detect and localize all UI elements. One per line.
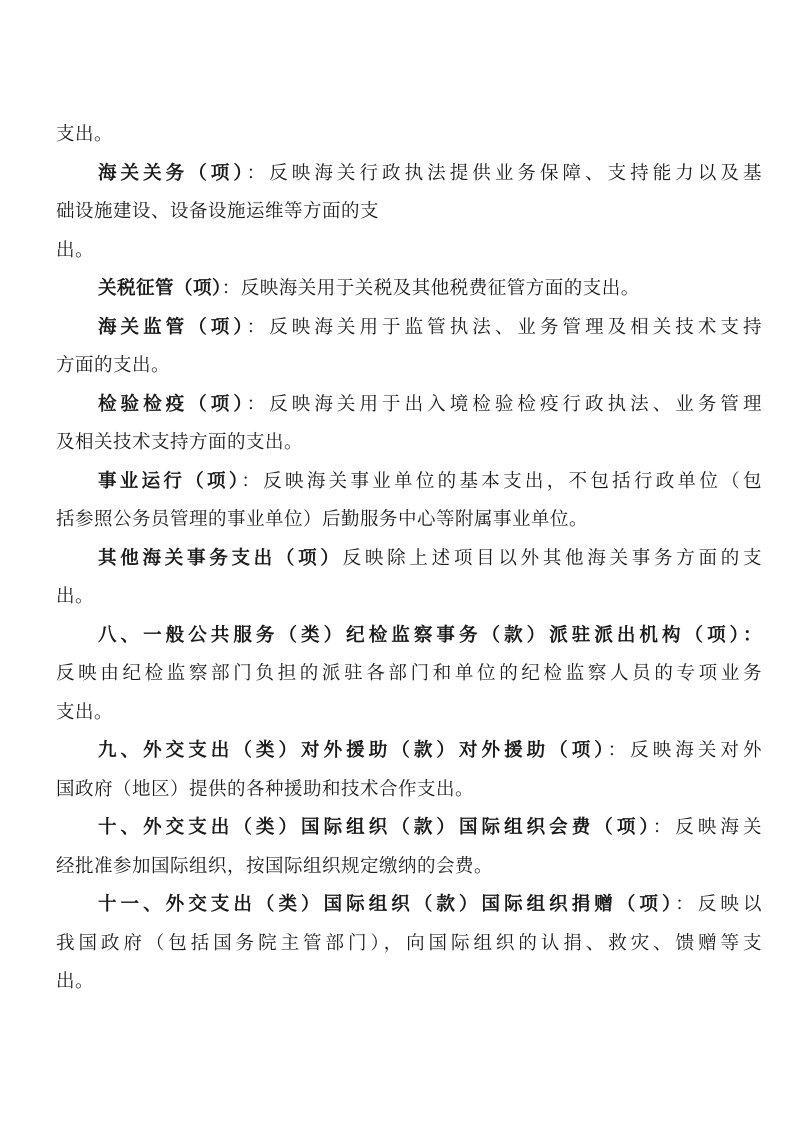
paragraph-line xyxy=(56,886,762,925)
body-text: ：反映以 xyxy=(675,894,762,915)
body-text: 国政府（地区）提供的各种援助和技术合作支出。 xyxy=(56,778,475,800)
body-text: 支出。 xyxy=(56,124,114,145)
body-text: ：反映海关 xyxy=(652,817,762,838)
section-heading: 十一、外交支出（类）国际组织（款）国际组织捐赠（项） xyxy=(98,894,676,915)
body-text: ：反映海关事业单位的基本支出，不包括行政单位（包 xyxy=(241,470,762,492)
body-text: 支出。 xyxy=(56,701,114,723)
body-text: 经批准参加国际组织，按国际组织规定缴纳的会费。 xyxy=(56,855,494,877)
item-heading: 其他海关事务支出（项） xyxy=(98,547,343,569)
item-heading: 检验检疫（项） xyxy=(98,393,247,415)
paragraph-line xyxy=(56,578,762,617)
paragraph-line xyxy=(56,463,762,502)
body-text: ：反映海关用于出入境检验检疫行政执法、业务管理 xyxy=(246,393,762,415)
section-heading: 十、外交支出（类）国际组织（款）国际组织会费（项） xyxy=(98,817,653,838)
paragraph-line xyxy=(56,925,762,964)
body-text: 反映除上述项目以外其他海关事务方面的支 xyxy=(342,547,762,569)
paragraph-line xyxy=(56,809,762,848)
paragraph-line xyxy=(56,617,762,656)
paragraph-line xyxy=(56,347,762,386)
paragraph-line xyxy=(56,732,762,771)
item-heading: 关税征管（项） xyxy=(98,278,222,299)
paragraph-line xyxy=(56,771,762,810)
paragraph-line xyxy=(56,424,762,463)
paragraph-line xyxy=(56,501,762,540)
section-heading: 八、一般公共服务（类）纪检监察事务（款）派驻派出机构（项）： xyxy=(98,624,762,646)
item-heading: 海关监管（项） xyxy=(98,316,247,338)
paragraph-line xyxy=(56,232,762,271)
document-page xyxy=(56,116,762,1002)
body-text: 我国政府（包括国务院主管部门），向国际组织的认捐、救灾、馈赠等支 xyxy=(56,932,762,954)
paragraph-line xyxy=(56,655,762,694)
body-text: 括参照公务员管理的事业单位）后勤服务中心等附属事业单位。 xyxy=(56,509,589,530)
paragraph-line xyxy=(56,155,762,194)
paragraph-line xyxy=(56,193,762,232)
paragraph-line xyxy=(56,116,762,155)
paragraph-line xyxy=(56,309,762,348)
body-text: 出。 xyxy=(56,239,95,261)
paragraph-line xyxy=(56,540,762,579)
body-text: ：反映海关对外 xyxy=(607,740,762,761)
body-text: ：反映海关用于关税及其他税费征管方面的支出。 xyxy=(221,278,640,299)
item-heading: 海关关务（项） xyxy=(98,162,247,184)
body-text: ：反映海关行政执法提供业务保障、支持能力以及基 xyxy=(246,162,762,184)
paragraph-line xyxy=(56,694,762,733)
section-heading: 九、外交支出（类）对外援助（款）对外援助（项） xyxy=(98,740,608,761)
body-text: 础设施建设、设备设施运维等方面的支 xyxy=(56,201,380,222)
paragraph-line xyxy=(56,848,762,887)
paragraph-line xyxy=(56,963,762,1002)
body-text: 方面的支出。 xyxy=(56,355,171,376)
body-text: 及相关技术支持方面的支出。 xyxy=(56,432,304,453)
body-text: 出。 xyxy=(56,586,95,607)
body-text: ：反映海关用于监管执法、业务管理及相关技术支持 xyxy=(246,316,762,338)
paragraph-line xyxy=(56,270,762,309)
paragraph-line xyxy=(56,386,762,425)
body-text: 出。 xyxy=(56,971,95,992)
body-text: 反映由纪检监察部门负担的派驻各部门和单位的纪检监察人员的专项业务 xyxy=(56,663,762,684)
item-heading: 事业运行（项） xyxy=(98,470,242,492)
